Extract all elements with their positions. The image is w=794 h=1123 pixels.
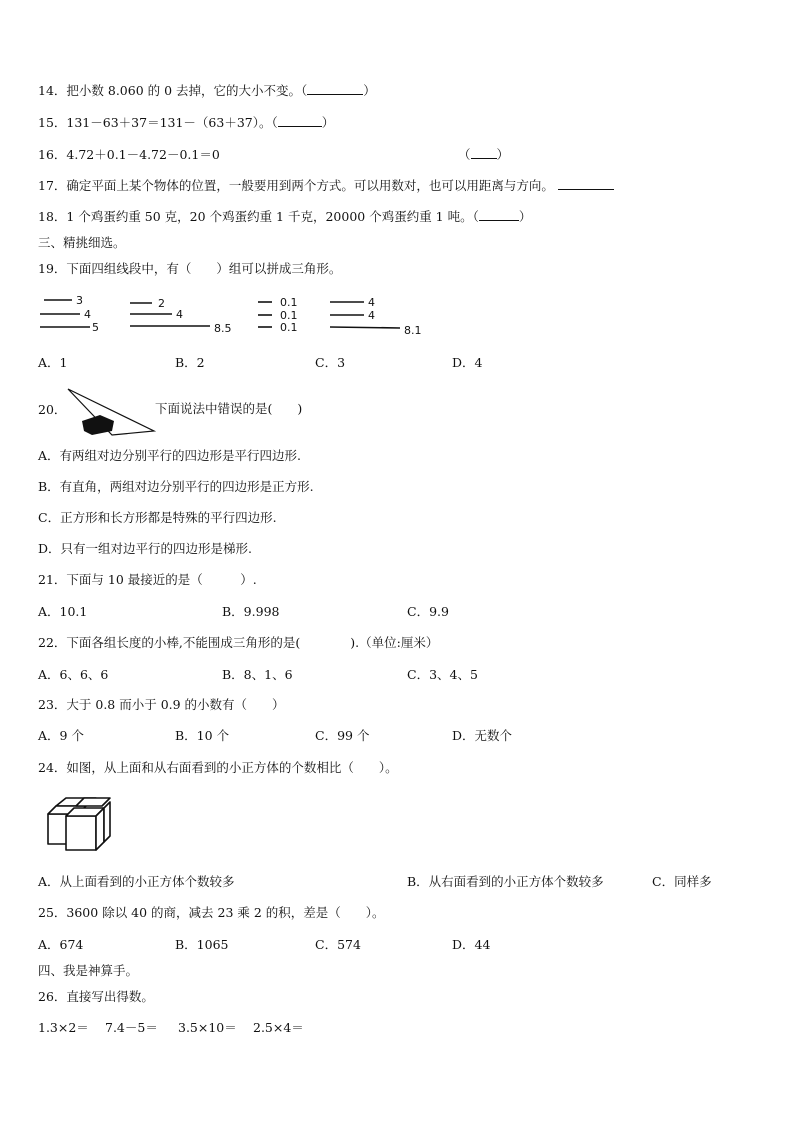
question-20-stem: 下面说法中错误的是( ) xyxy=(155,401,303,416)
option-19-a[interactable]: A．1 xyxy=(38,355,68,370)
section-heading-3: 三、精挑细选。 xyxy=(38,235,126,250)
answer-blank-18[interactable] xyxy=(479,209,519,221)
question-18-text: 18．1 个鸡蛋约重 50 克，20 个鸡蛋约重 1 千克，20000 个鸡蛋约重 1 吨。（ xyxy=(38,209,479,224)
question-14-text: 14．把小数 8.060 的 0 去掉，它的大小不变。（ xyxy=(38,83,308,98)
segment-label: 8.5 xyxy=(214,322,232,335)
option-24-a[interactable]: A．从上面看到的小正方体个数较多 xyxy=(38,874,235,889)
segment-label: 0.1 xyxy=(280,321,298,334)
option-21-a[interactable]: A．10.1 xyxy=(38,604,88,619)
answer-blank-17[interactable] xyxy=(558,178,614,190)
calc-item: 3.5×10＝ xyxy=(178,1020,237,1035)
question-15-text: 15．131－63＋37＝131－（63＋37）。（ xyxy=(38,115,278,130)
segment-label: 4 xyxy=(176,308,183,321)
triangle-figure xyxy=(62,385,162,440)
segment-label: 0.1 xyxy=(280,296,298,309)
option-19-d[interactable]: D．4 xyxy=(452,355,483,370)
segment-label: 3 xyxy=(76,294,83,307)
answer-blank-14[interactable] xyxy=(307,83,363,95)
option-25-c[interactable]: C．574 xyxy=(315,937,361,952)
question-16-text: 16．4.72＋0.1－4.72－0.1＝0 xyxy=(38,147,220,162)
option-19-b[interactable]: B．2 xyxy=(175,355,205,370)
segment-g4-3 xyxy=(330,327,400,328)
question-18 xyxy=(38,209,531,225)
option-25-b[interactable]: B．1065 xyxy=(175,937,229,952)
cube-front-side xyxy=(96,808,104,850)
question-14 xyxy=(38,83,376,99)
question-16 xyxy=(38,147,220,163)
question-20-number: 20． xyxy=(38,402,67,417)
option-22-b[interactable]: B．8、1、6 xyxy=(222,667,293,682)
option-25-a[interactable]: A．674 xyxy=(38,937,84,952)
segment-label: 5 xyxy=(92,321,99,334)
cubes-figure xyxy=(44,794,124,856)
option-23-a[interactable]: A．9 个 xyxy=(38,728,84,743)
segment-label: 2 xyxy=(158,297,165,310)
question-17-text: 17．确定平面上某个物体的位置，一般要用到两个方式。可以用数对，也可以用距离与方向。 xyxy=(38,178,554,193)
option-21-c[interactable]: C．9.9 xyxy=(407,604,449,619)
segment-label: 8.1 xyxy=(404,324,422,337)
cube-front-face xyxy=(66,816,96,850)
paren-close: ） xyxy=(518,209,532,224)
option-23-d[interactable]: D．无数个 xyxy=(452,728,513,743)
paren-close: ） xyxy=(321,115,335,130)
question-15 xyxy=(38,115,334,131)
question-24-stem: 24．如图，从上面和从右面看到的小正方体的个数相比（ ）。 xyxy=(38,760,398,775)
option-20-b[interactable]: B．有直角，两组对边分别平行的四边形是正方形. xyxy=(38,479,314,494)
segment-label: 4 xyxy=(368,309,375,322)
calc-item: 7.4－5＝ xyxy=(105,1020,158,1035)
segment-label: 0.1 xyxy=(280,309,298,322)
option-23-b[interactable]: B．10 个 xyxy=(175,728,230,743)
question-17 xyxy=(38,178,614,194)
line-segments-figure xyxy=(0,290,794,350)
section-heading-4: 四、我是神算手。 xyxy=(38,963,139,978)
option-21-b[interactable]: B．9.998 xyxy=(222,604,280,619)
option-20-a[interactable]: A．有两组对边分别平行的四边形是平行四边形. xyxy=(38,448,302,463)
segment-label: 4 xyxy=(368,296,375,309)
question-26-stem: 26．直接写出得数。 xyxy=(38,989,154,1004)
option-22-a[interactable]: A．6、6、6 xyxy=(38,667,109,682)
cube-side-face xyxy=(104,802,110,842)
option-20-d[interactable]: D．只有一组对边平行的四边形是梯形. xyxy=(38,541,252,556)
option-24-c[interactable]: C．同样多 xyxy=(652,874,712,889)
paren-open: （ xyxy=(458,147,471,162)
option-19-c[interactable]: C．3 xyxy=(315,355,346,370)
question-23-stem: 23．大于 0.8 而小于 0.9 的小数有（ ） xyxy=(38,697,285,712)
question-19-stem: 19．下面四组线段中，有（ ）组可以拼成三角形。 xyxy=(38,261,342,276)
calc-item: 1.3×2＝ xyxy=(38,1020,89,1035)
question-25-stem: 25．3600 除以 40 的商，减去 23 乘 2 的积，差是（ ）。 xyxy=(38,905,385,920)
option-20-c[interactable]: C．正方形和长方形都是特殊的平行四边形. xyxy=(38,510,277,525)
calc-item: 2.5×4＝ xyxy=(253,1020,304,1035)
paren-close: ） xyxy=(363,83,376,98)
segment-label: 4 xyxy=(84,308,91,321)
option-25-d[interactable]: D．44 xyxy=(452,937,491,952)
question-22-stem: 22．下面各组长度的小棒,不能围成三角形的是( ).（单位:厘米） xyxy=(38,635,439,650)
answer-paren-16 xyxy=(458,147,509,163)
option-23-c[interactable]: C．99 个 xyxy=(315,728,370,743)
question-21-stem: 21．下面与 10 最接近的是（ ）. xyxy=(38,572,257,587)
option-24-b[interactable]: B．从右面看到的小正方体个数较多 xyxy=(407,874,604,889)
answer-blank-16[interactable] xyxy=(471,147,497,159)
answer-blank-15[interactable] xyxy=(278,115,322,127)
option-22-c[interactable]: C．3、4、5 xyxy=(407,667,478,682)
paren-close: ） xyxy=(496,147,510,162)
